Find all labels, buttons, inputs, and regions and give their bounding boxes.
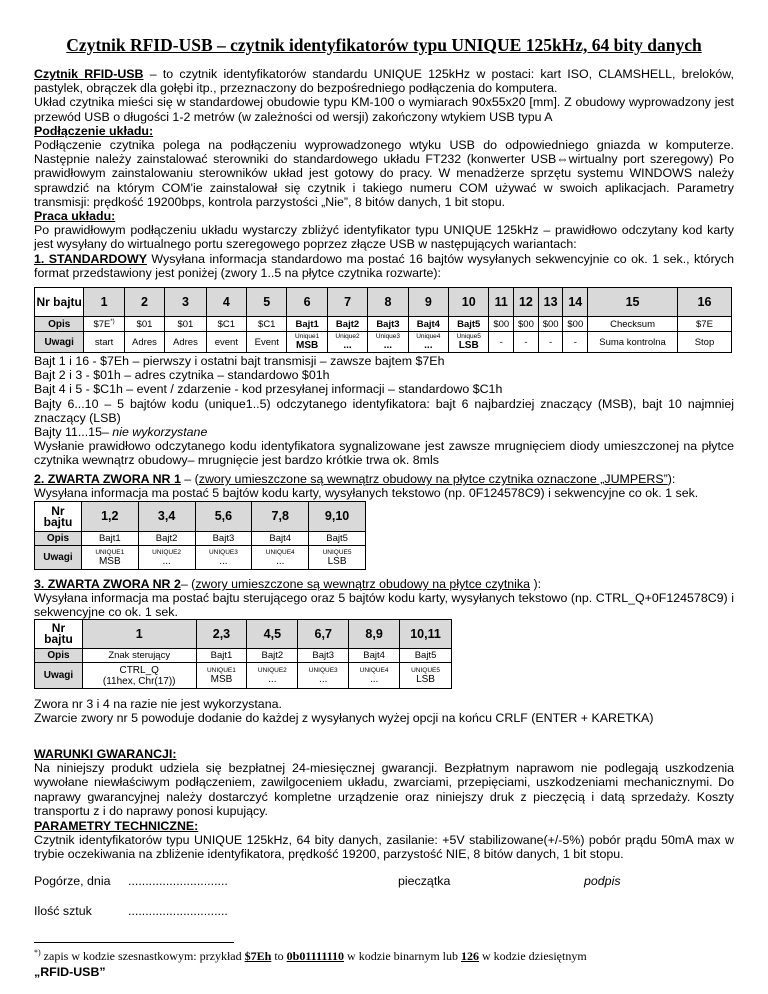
mode3-table <box>34 619 452 689</box>
table1-uwagi-cell: - <box>489 332 514 353</box>
table1-uwagi-cell: Event <box>247 332 287 353</box>
table3-uwagi-cell: UNIQUE4 ... <box>349 663 400 689</box>
table1-opis-cell: Bajt4 <box>408 317 448 332</box>
table1-col: 10 <box>449 288 489 317</box>
table2-opis-row <box>35 532 366 546</box>
table1-uwagi-cell: Adres <box>165 332 207 353</box>
table2-uwagi-cell: UNIQUE2 ... <box>138 546 195 570</box>
table2-col: 1,2 <box>81 502 138 532</box>
table1-col: 11 <box>489 288 514 317</box>
mode2-heading: 2. ZWARTA ZWORA NR 1 – (zwory umieszczone są wewnątrz obudowy na płytce czytnika oznaczone „JUMPERS”): <box>34 472 676 486</box>
operation-heading: Praca układu: <box>34 209 116 224</box>
table2-opis-cell: Bajt4 <box>252 532 309 546</box>
table1-uwagi-row <box>35 332 732 353</box>
mode3-heading: 3. ZWARTA ZWORA NR 2– (zwory umieszczone są wewnątrz obudowy na płytce czytnika ): <box>34 577 542 591</box>
table1-uwagi-cell: Stop <box>677 332 731 353</box>
bytes-desc-line: Bajty 6...10 – 5 bajtów kodu (unique1..5) odczytanego identyfikatora: bajt 6 najbardziej znaczący (MSB), bajt 10 najmniej znaczący (LSB) <box>34 396 734 425</box>
table1-opis-cell: Bajt5 <box>449 317 489 332</box>
table1-uwagi-label: Uwagi <box>35 332 84 353</box>
table3-opis-cell: Bajt4 <box>349 649 400 663</box>
bytes-desc-line: Bajt 4 i 5 - $C1h – event / zdarzenie - kod przesyłanej informacji – standardowo $C1h <box>34 382 503 397</box>
intro-section <box>34 67 734 280</box>
jumper-note: Zwarcie zwory nr 5 powoduje dodanie do każdej z wysyłanych wyżej opcji na końcu CRLF (ENTER + KARETKA) <box>34 711 654 726</box>
table2-uwagi-cell: UNIQUE3 ... <box>195 546 252 570</box>
table1-opis-cell: $00 <box>489 317 514 332</box>
table3-header-row <box>35 620 452 649</box>
table3-row-head: Nr bajtu <box>35 620 83 649</box>
table1-col: 3 <box>165 288 207 317</box>
table1-uwagi-cell: start <box>84 332 124 353</box>
table1-opis-cell: Checksum <box>588 317 678 332</box>
quantity-label: Ilość sztuk <box>34 904 92 918</box>
mode2-section <box>34 472 734 500</box>
table2-uwagi-cell: UNIQUE5 LSB <box>309 546 366 570</box>
connection-text: Podłączenie czytnika polega na podłączeniu wyprowadzonego wtyku USB do odpowiedniego gniazda w komputerze. Następnie należy zainstalować sterowniki do standardowego układu FT232 (konwerter USB⇔wirtualny port szeregowy) Po prawidłowym zainstalowaniu sterowników układ jest gotowy do pracy. W menadżerze sprzętu systemu WINDOWS należy sprawdzić na którym COM'ie zainstalował się czytnik i takiego numeru COM używać w swoich aplikacjach. Parametry transmisji: prędkość 19200bps, kontrola parzystości „Nie”, 8 bitów danych, 1 bit stopu. <box>34 138 734 209</box>
table3-uwagi-cell: UNIQUE2 ... <box>247 663 298 689</box>
table1-opis-cell: Bajt1 <box>287 317 327 332</box>
table3-opis-cell: Bajt2 <box>247 649 298 663</box>
bytes-unused-line: Bajty 11...15– nie wykorzystane <box>34 425 208 440</box>
footnote <box>34 946 587 979</box>
table3-uwagi-label: Uwagi <box>35 663 83 689</box>
intro-paragraph <box>34 67 734 95</box>
table3-uwagi-row <box>35 663 452 689</box>
table1-col: 13 <box>538 288 563 317</box>
table3-col: 1 <box>82 620 196 649</box>
place-date-label: Pogórze, dnia <box>34 874 111 888</box>
footnote-brand: „RFID-USB” <box>34 965 106 980</box>
document-title: Czytnik RFID-USB – czytnik identyfikatorów typu UNIQUE 125kHz, 64 bity danych <box>66 35 702 55</box>
warranty-heading: WARUNKI GWARANCJI: <box>34 747 177 761</box>
table3-col: 6,7 <box>298 620 349 649</box>
table1-uwagi-cell: Unique2 ... <box>327 332 367 353</box>
table1-uwagi-cell: Adres <box>124 332 164 353</box>
stamp-label: pieczątka <box>398 874 451 888</box>
jumper-notes <box>34 697 734 725</box>
intro-lead: Czytnik RFID-USB <box>34 67 144 81</box>
table3-uwagi-cell: UNIQUE5 LSB <box>400 663 452 689</box>
intro-text: – to czytnik identyfikatorów standardu UNIQUE 125kHz w postaci: kart ISO, CLAMSHELL, breloków, pastylek, obrączek dla gołębi itp., przeznaczony do bezpośredniego podłączenia do komputera. <box>34 67 734 96</box>
table2-header-row <box>35 502 366 532</box>
table2-col: 9,10 <box>309 502 366 532</box>
table1-opis-label: Opis <box>35 317 84 332</box>
table1-col: 4 <box>206 288 246 317</box>
tech-heading: PARAMETRY TECHNICZNE: <box>34 819 199 833</box>
table2-row-head: Nr bajtu <box>35 502 82 532</box>
table1-opis-cell: $00 <box>514 317 539 332</box>
warranty-section <box>34 747 734 818</box>
table1-uwagi-cell: Unique5 LSB <box>449 332 489 353</box>
intro-paragraph-2: Układ czytnika mieści się w standardowej obudowie typu KM-100 o wymiarach 90x55x20 [mm]. Z obudowy wyprowadzony jest przewód USB o długości 1-2 metrów (w zależności od wersji) zakończony wtykiem USB typu A <box>34 95 734 124</box>
table3-col: 2,3 <box>196 620 247 649</box>
table1-opis-cell: $00 <box>538 317 563 332</box>
table1-col: 15 <box>588 288 678 317</box>
mode2-table <box>34 501 366 570</box>
quantity-dots: ............................. <box>128 904 228 918</box>
table3-uwagi-cell: UNIQUE3 ... <box>298 663 349 689</box>
table1-opis-cell: $7E*) <box>84 317 124 332</box>
table3-opis-cell: Bajt5 <box>400 649 452 663</box>
tech-section <box>34 819 734 862</box>
operation-text: Po prawidłowym podłączeniu układu wystarczy zbliżyć identyfikator typu UNIQUE 125kHz – prawidłowo odczytany kod karty jest wysyłany do wirtualnego portu szeregowego poprzez złącze USB w następujących wariantach: <box>34 223 734 252</box>
table2-col: 7,8 <box>252 502 309 532</box>
table1-col: 14 <box>563 288 588 317</box>
table1-uwagi-cell: Unique3 ... <box>368 332 408 353</box>
table1-opis-row <box>35 317 732 332</box>
table2-uwagi-cell: UNIQUE1 MSB <box>81 546 138 570</box>
table2-uwagi-row <box>35 546 366 570</box>
table3-col: 4,5 <box>247 620 298 649</box>
mode1-label: 1. STANDARDOWY <box>34 251 147 266</box>
connection-heading: Podłączenie układu: <box>34 123 154 138</box>
table1-opis-cell: $C1 <box>247 317 287 332</box>
table1-col: 8 <box>368 288 408 317</box>
table2-uwagi-cell: UNIQUE4 ... <box>252 546 309 570</box>
table2-col: 3,4 <box>138 502 195 532</box>
table2-opis-cell: Bajt2 <box>138 532 195 546</box>
table1-opis-cell: $01 <box>165 317 207 332</box>
table1-row-head: Nr bajtu <box>35 288 84 317</box>
table1-col: 2 <box>124 288 164 317</box>
table3-col: 8,9 <box>349 620 400 649</box>
table1-col: 9 <box>408 288 448 317</box>
mode3-section <box>34 577 734 620</box>
table1-opis-cell: $C1 <box>206 317 246 332</box>
table1-col: 7 <box>327 288 367 317</box>
mode1-text: Wysyłana informacja standardowo ma postać 16 bajtów wysyłanych sekwencyjnie co ok. 1 sek., których format przedstawiony jest poniżej (zwory 1..5 na płytce czytnika rozwarte): <box>34 251 734 280</box>
bytes-description <box>34 354 734 468</box>
signal-text: Wysłanie prawidłowo odczytanego kodu identyfikatora sygnalizowane jest zawsze mrugnięciem diody umieszczonej na płytce czytnika wewnątrz obudowy– mrugnięcie jest bardzo krótkie trwa ok. 8mls <box>34 439 734 468</box>
table1-col: 6 <box>287 288 327 317</box>
tech-text: Czytnik identyfikatorów typu UNIQUE 125kHz, 64 bity danych, zasilanie: +5V stabilizowane(+/-5%) pobór prądu 50mA max w trybie oczekiwania na zbliżenie identyfikatora, prędkość 19200, parzystość NIE, 8 bitów danych, 1 bit stopu. <box>34 833 734 862</box>
date-dots: ............................. <box>128 874 228 888</box>
table1-header-row <box>35 288 732 317</box>
table1-uwagi-cell: event <box>206 332 246 353</box>
table3-opis-cell: Bajt1 <box>196 649 247 663</box>
table1-opis-cell: $01 <box>124 317 164 332</box>
table1-col: 1 <box>84 288 124 317</box>
table1-uwagi-cell: Unique1 MSB <box>287 332 327 353</box>
table1-uwagi-cell: Unique4 ... <box>408 332 448 353</box>
table1-uwagi-cell: - <box>563 332 588 353</box>
table1-col: 16 <box>677 288 731 317</box>
table1-opis-cell: $7E <box>677 317 731 332</box>
signature-label: podpis <box>584 874 621 888</box>
table1-opis-cell: $00 <box>563 317 588 332</box>
mode1-paragraph <box>34 252 734 280</box>
table3-opis-cell: Bajt3 <box>298 649 349 663</box>
mode2-text: Wysyłana informacja ma postać 5 bajtów kodu karty, wysyłanych tekstowo (np. 0F124578C9) i sekwencyjne co ok. 1 sek. <box>34 486 699 501</box>
mode3-text: Wysyłana informacja ma postać bajtu sterującego oraz 5 bajtów kodu karty, wysyłanych tekstowo (np. CTRL_Q+0F124578C9) i sekwencyjne co ok. 1 sek. <box>34 591 734 620</box>
table3-uwagi-ctrl: CTRL_Q (11hex, Chr(17)) <box>82 663 196 689</box>
standard-frame-table <box>34 287 732 353</box>
table2-opis-label: Opis <box>35 532 82 546</box>
table2-opis-cell: Bajt3 <box>195 532 252 546</box>
table1-uwagi-cell: - <box>514 332 539 353</box>
table2-uwagi-label: Uwagi <box>35 546 82 570</box>
table3-opis-cell: Znak sterujący <box>82 649 196 663</box>
warranty-text: Na niniejszy produkt udziela się bezpłatnej 24-miesięcznej gwarancji. Bezpłatnym naprawom nie podlegają uszkodzenia wywołane niewłaściwym podłączeniem, zawilgoceniem układu, zwarciami, przepięciami, uszkodzeniami mechanicznymi. Do naprawy gwarancyjnej należy dostarczyć kompletne urządzenie oraz niniejszy druk z pieczęcią i datą sprzedaży. Koszty transportu z i do naprawy ponosi kupujący. <box>34 761 734 818</box>
table3-col: 10,11 <box>400 620 452 649</box>
table3-opis-label: Opis <box>35 649 83 663</box>
table1-opis-cell: Bajt2 <box>327 317 367 332</box>
table3-opis-row <box>35 649 452 663</box>
bytes-desc-line: Bajt 1 i 16 - $7Eh – pierwszy i ostatni bajt transmisji – zawsze bajtem $7Eh <box>34 354 445 368</box>
table1-uwagi-cell: Suma kontrolna <box>588 332 678 353</box>
table2-opis-cell: Bajt1 <box>81 532 138 546</box>
table1-uwagi-cell: - <box>538 332 563 353</box>
table1-opis-cell: Bajt3 <box>368 317 408 332</box>
table3-uwagi-cell: UNIQUE1 MSB <box>196 663 247 689</box>
footnote-line: *) zapis w kodzie szesnastkowym: przykład $7Eh to 0b01111110 w kodzie binarnym lub 126 w kodzie dziesiętnym <box>34 948 587 963</box>
jumper-note: Zwora nr 3 i 4 na razie nie jest wykorzystana. <box>34 697 282 711</box>
footnote-separator <box>34 942 234 943</box>
table2-opis-cell: Bajt5 <box>309 532 366 546</box>
table1-col: 5 <box>247 288 287 317</box>
table1-col: 12 <box>514 288 539 317</box>
table2-col: 5,6 <box>195 502 252 532</box>
bytes-desc-line: Bajt 2 i 3 - $01h – adres czytnika – standardowo $01h <box>34 368 330 383</box>
